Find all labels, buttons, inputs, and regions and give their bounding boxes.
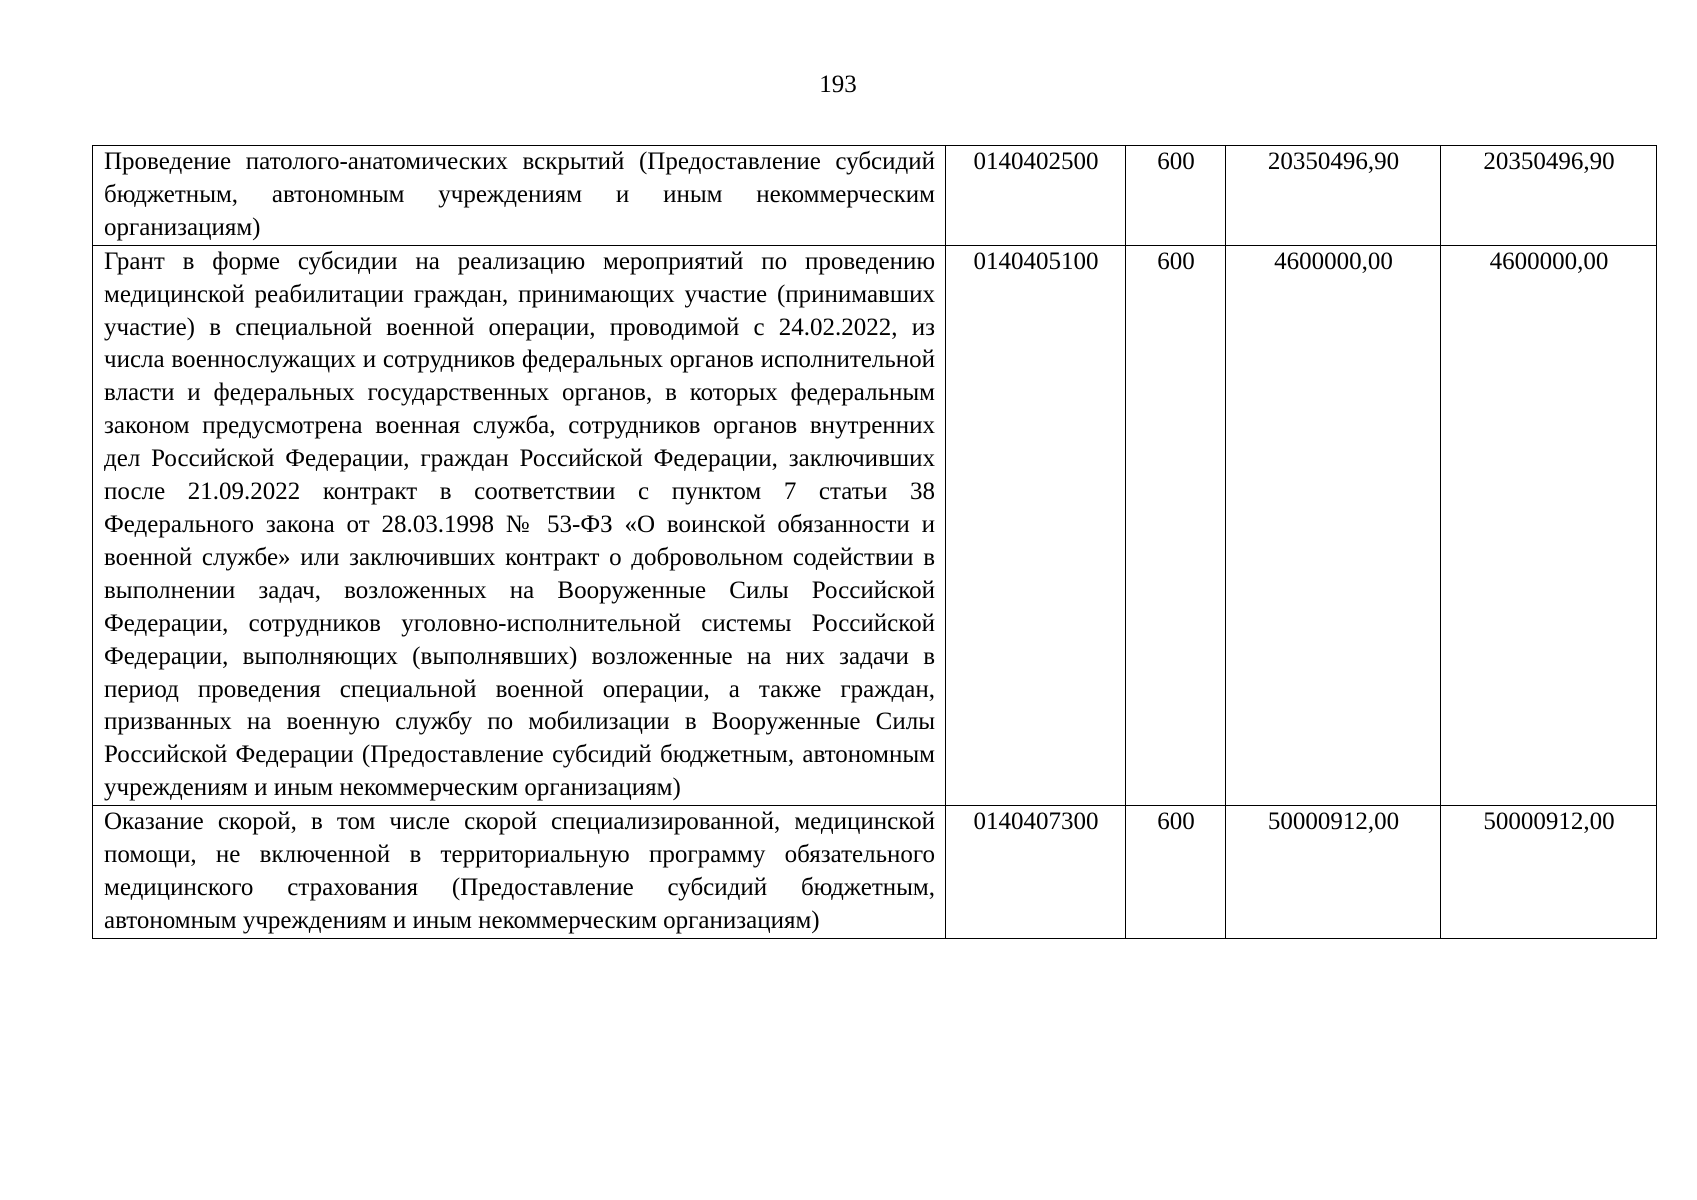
amount-1-cell: 50000912,00 xyxy=(1226,806,1441,939)
amount-1-cell: 4600000,00 xyxy=(1226,245,1441,805)
expense-type-cell: 600 xyxy=(1126,245,1226,805)
row-name-cell: Проведение патолого-анатомических вскрытий (Предоставление субсидий бюджетным, автономным учреждениям и иным некоммерческим организациям) xyxy=(93,146,946,246)
row-name-cell: Оказание скорой, в том числе скорой специализированной, медицинской помощи, не включенной в территориальную программу обязательного медицинского страхования (Предоставление субсидий бюджетным, автономным учреждениям и иным некоммерческим организациям) xyxy=(93,806,946,939)
target-code-cell: 0140402500 xyxy=(946,146,1126,246)
table-row xyxy=(93,245,1657,805)
target-code-cell: 0140407300 xyxy=(946,806,1126,939)
amount-2-cell: 4600000,00 xyxy=(1441,245,1657,805)
amount-2-cell: 20350496,90 xyxy=(1441,146,1657,246)
amount-1-cell: 20350496,90 xyxy=(1226,146,1441,246)
budget-table xyxy=(92,145,1657,939)
row-name-cell: Грант в форме субсидии на реализацию мероприятий по проведению медицинской реабилитации граждан, принимающих участие (принимавших участие) в специальной военной операции, проводимой с 24.02.2022, из числа военнослужащих и сотрудников федеральных органов исполнительной власти и федеральных государственных органов, в которых федеральным законом предусмотрена военная служба, сотрудников органов внутренних дел Российской Федерации, граждан Российской Федерации, заключивших после 21.09.2022 контракт в соответствии с пунктом 7 статьи 38 Федерального закона от 28.03.1998 № 53-ФЗ «О воинской обязанности и военной службе» или заключивших контракт о добровольном содействии в выполнении задач, возложенных на Вооруженные Силы Российской Федерации, сотрудников уголовно-исполнительной системы Российской Федерации, выполняющих (выполнявших) возложенные на них задачи в период проведения специальной военной операции, а также граждан, призванных на военную службу по мобилизации в Вооруженные Силы Российской Федерации (Предоставление субсидий бюджетным, автономным учреждениям и иным некоммерческим организациям) xyxy=(93,245,946,805)
expense-type-cell: 600 xyxy=(1126,146,1226,246)
expense-type-cell: 600 xyxy=(1126,806,1226,939)
table-row xyxy=(93,146,1657,246)
table-row xyxy=(93,806,1657,939)
target-code-cell: 0140405100 xyxy=(946,245,1126,805)
page-number: 193 xyxy=(819,71,857,98)
amount-2-cell: 50000912,00 xyxy=(1441,806,1657,939)
